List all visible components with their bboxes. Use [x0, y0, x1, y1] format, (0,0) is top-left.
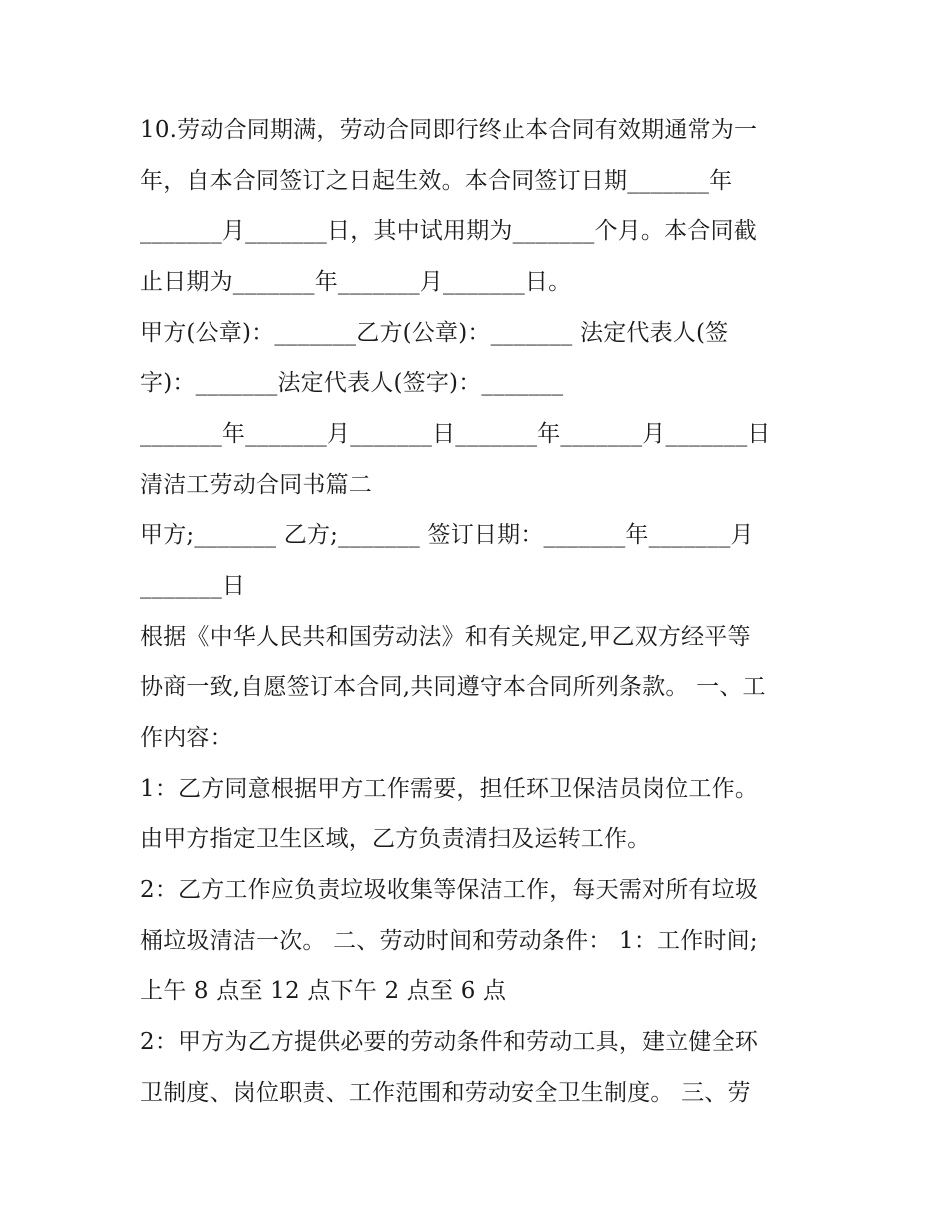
text-line: 1：乙方同意根据甲方工作需要，担任环卫保洁员岗位工作。 [140, 776, 759, 802]
text-line: 根据《中华人民共和国劳动法》和有关规定,甲乙双方经平等 [140, 624, 751, 650]
text-line: 由甲方指定卫生区域，乙方负责清扫及运转工作。 [140, 826, 651, 852]
text-line: 甲方(公章)：_______乙方(公章)：_______ 法定代表人(签 [140, 320, 729, 346]
text-line: _______日 [140, 573, 246, 599]
text-line: 甲方;_______ 乙方;_______ 签订日期：_______年_______月 [140, 522, 754, 548]
text-line: 上午 8 点至 12 点下午 2 点至 6 点 [140, 978, 507, 1004]
text-line: 协商一致,自愿签订本合同,共同遵守本合同所列条款。 一、工 [140, 674, 766, 700]
text-line: _______月_______日，其中试用期为_______个月。本合同截 [140, 218, 757, 244]
text-line: 年，自本合同签订之日起生效。本合同签订日期_______年 [140, 168, 733, 194]
section-heading: 清洁工劳动合同书篇二 [140, 472, 372, 498]
text-line: 2：甲方为乙方提供必要的劳动条件和劳动工具，建立健全环 [140, 1029, 759, 1055]
text-line: 10.劳动合同期满，劳动合同即行终止本合同有效期通常为一 [140, 117, 758, 143]
text-line: 卫制度、岗位职责、工作范围和劳动安全卫生制度。 三、劳 [140, 1080, 751, 1106]
text-line: 桶垃圾清洁一次。 二、劳动时间和劳动条件： 1：工作时间; [140, 928, 758, 954]
text-line: 止日期为_______年_______月_______日。 [140, 269, 572, 295]
text-line: 作内容： [140, 725, 233, 751]
text-line: 2：乙方工作应负责垃圾收集等保洁工作，每天需对所有垃圾 [140, 877, 759, 903]
text-line: _______年_______月_______日_______年_______月_______日 [140, 421, 771, 447]
text-line: 字)：_______法定代表人(签字)：_______ [140, 370, 564, 396]
